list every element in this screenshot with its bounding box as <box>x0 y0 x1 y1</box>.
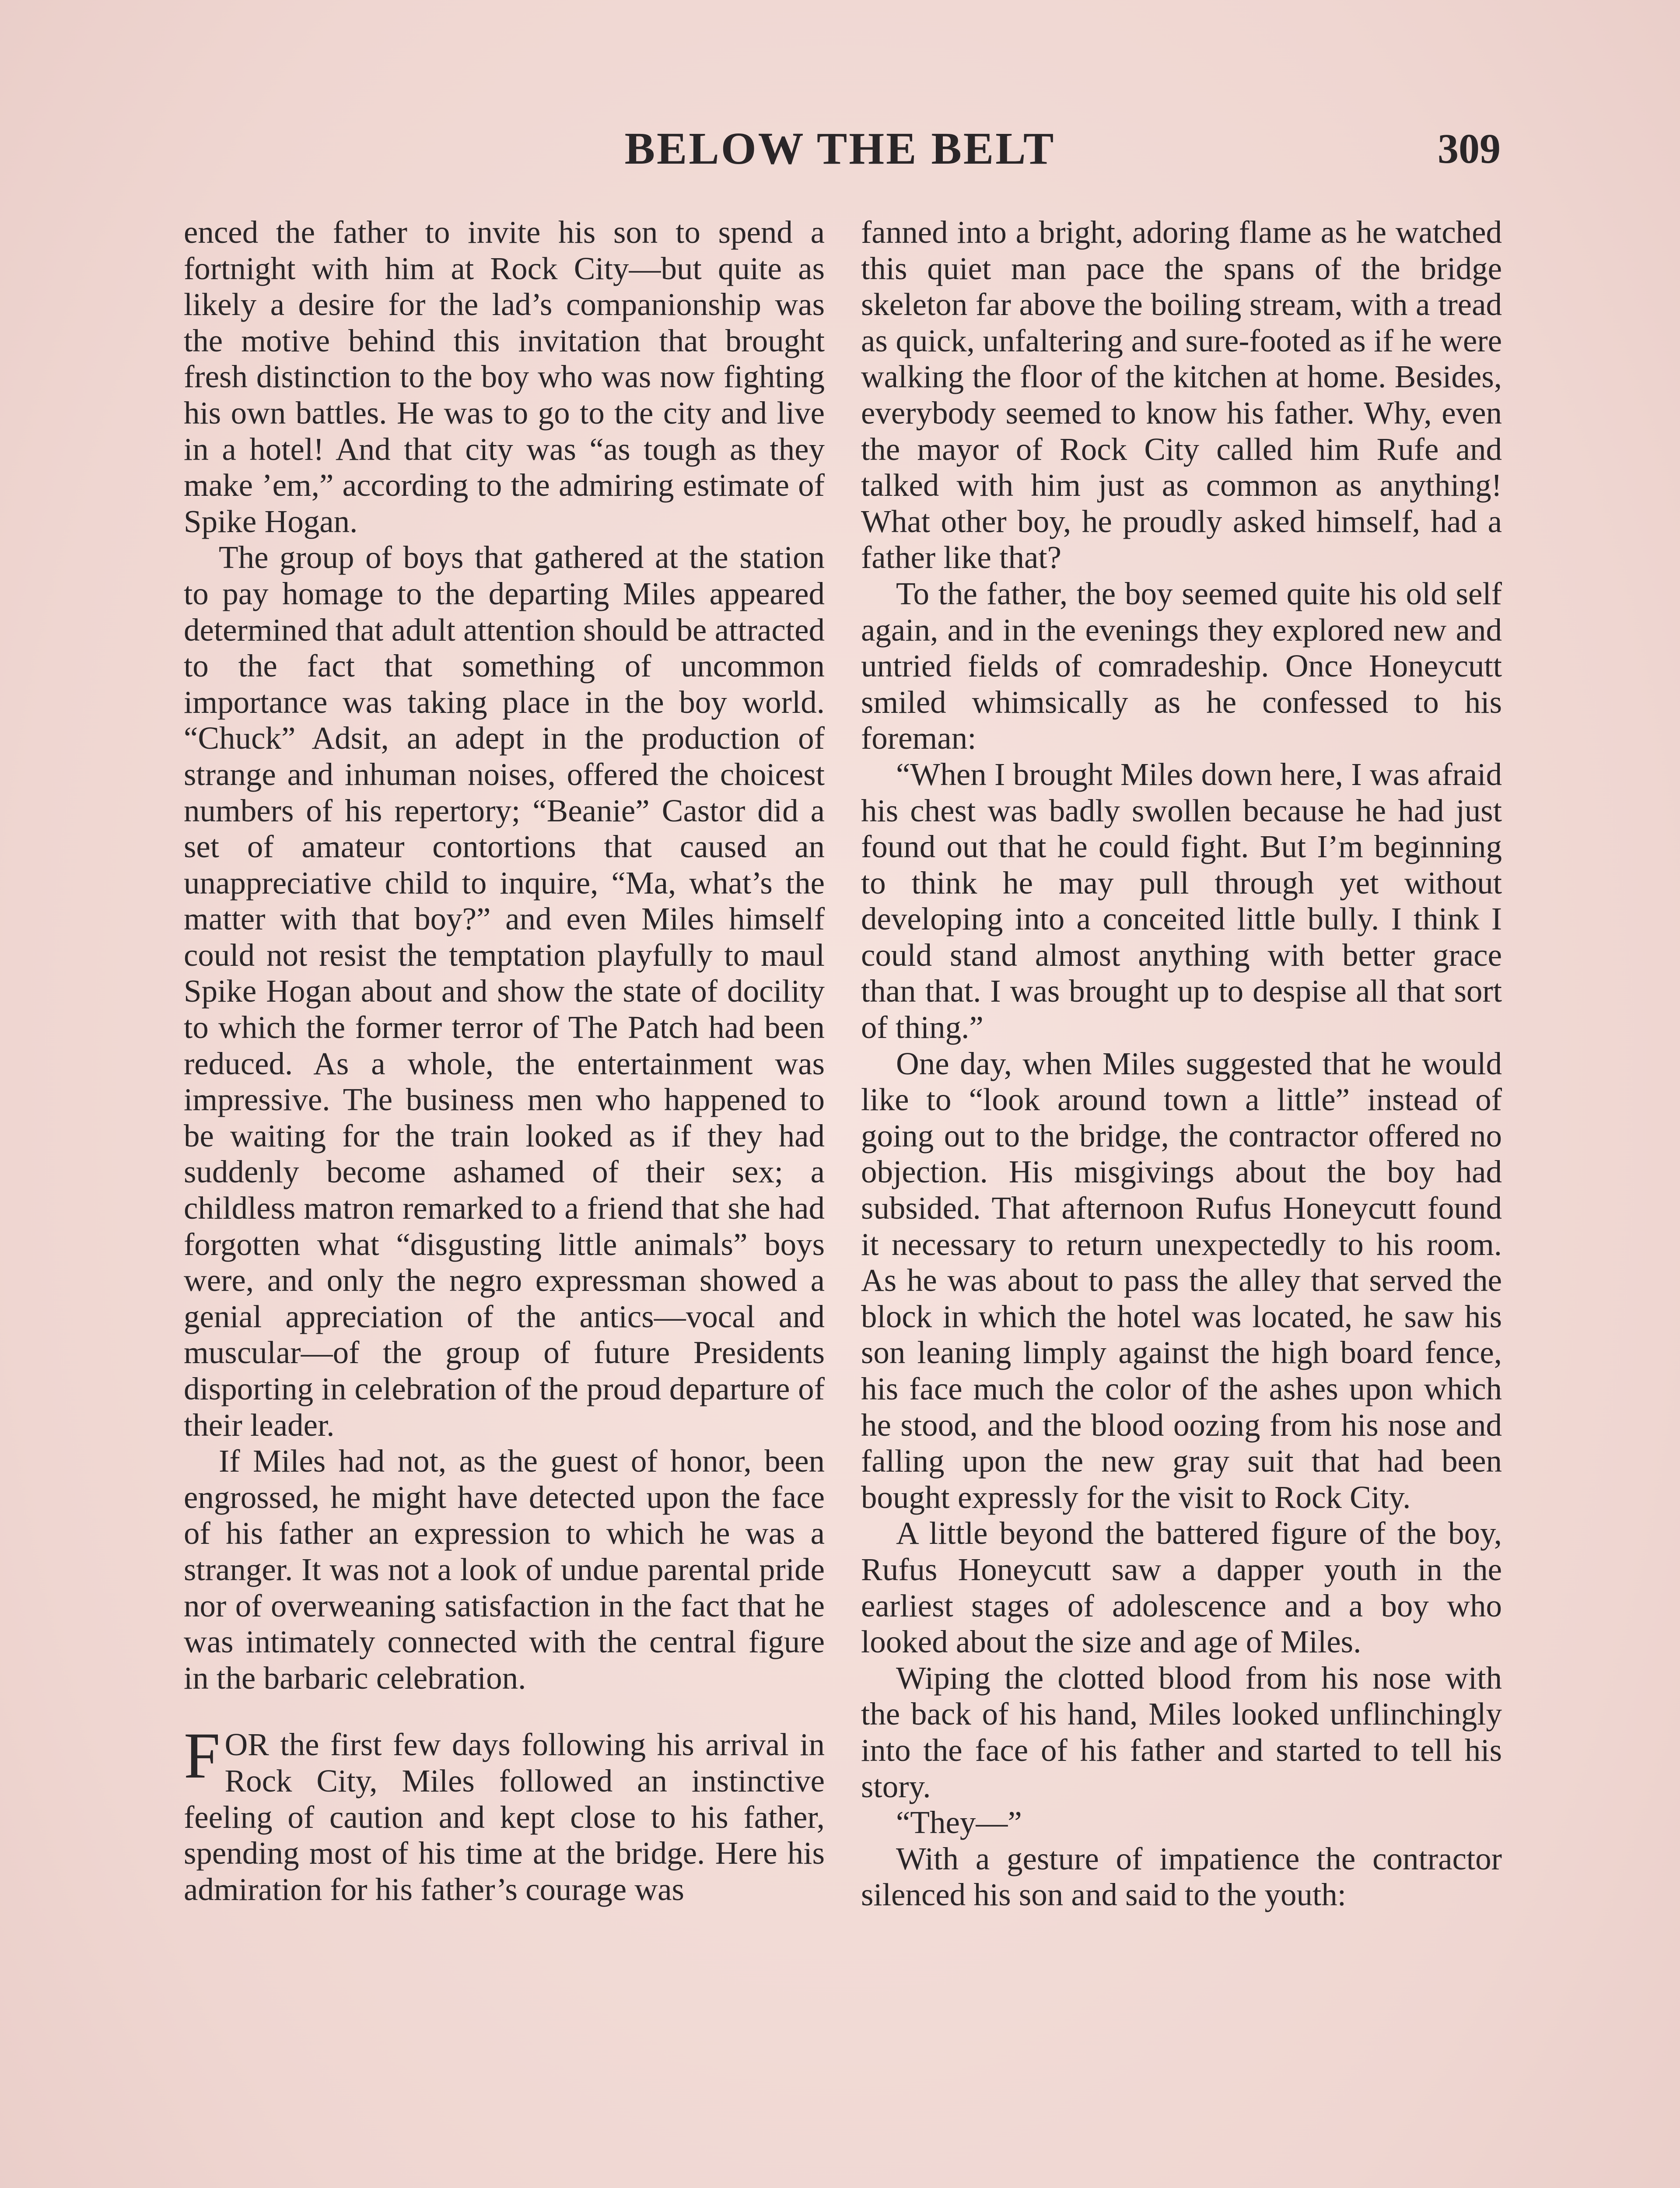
paragraph: The group of boys that gathered at the station to pay homage to the departing Miles appeared determined that adult attention should be attracted to the fact that something of uncommon importance was taking place in the boy world. “Chuck” Adsit, an adept in the production of strange and inhuman noises, offered the choicest numbers of his repertory; “Beanie” Castor did a set of amateur contortions that caused an unappreciative child to inquire, “Ma, what’s the matter with that boy?” and even Miles himself could not resist the temptation playfully to maul Spike Hogan about and show the state of docility to which the former terror of The Patch had been reduced. As a whole, the entertainment was impressive. The business men who happened to be waiting for the train looked as if they had suddenly become ashamed of their sex; a childless matron remarked to a friend that she had forgotten what “disgusting little animals” boys were, and only the negro expressman showed a genial appreciation of the antics—vocal and muscular—of the group of future Presidents disporting in celebration of the proud departure of their leader. <box>184 540 825 1443</box>
paragraph: A little beyond the battered figure of the boy, Rufus Honeycutt saw a dapper youth in the earliest stages of adolescence and a boy who looked about the size and age of Miles. <box>861 1515 1502 1660</box>
page-header <box>179 118 1501 179</box>
left-column <box>184 214 825 1907</box>
paragraph-text: OR the first few days following his arrival in Rock City, Miles followed an instinctive feeling of caution and kept close to his father, spending most of his time at the bridge. Here his admiration for his father’s courage was <box>184 1727 825 1907</box>
paragraph: If Miles had not, as the guest of honor, been engrossed, he might have detected upon the face of his father an expression to which he was a stranger. It was not a look of undue parental pride nor of overweaning satisfaction in the fact that he was intimately connected with the central figure in the barbaric celebration. <box>184 1443 825 1696</box>
paragraph: “They—” <box>896 1805 1022 1841</box>
section-opening-paragraph <box>184 1719 825 1907</box>
paragraph: fanned into a bright, adoring flame as he watched this quiet man pace the spans of the bridge skeleton far above the boiling stream, with a tread as quick, unfaltering and sure-footed as if he were walking the floor of the kitchen at home. Besides, everybody seemed to know his father. Why, even the mayor of Rock City called him Rufe and talked with him just as common as anything! What other boy, he proudly asked himself, had a father like that? <box>861 214 1502 575</box>
paragraph: To the father, the boy seemed quite his old self again, and in the evenings they explored new and untried fields of comradeship. Once Honeycutt smiled whimsically as he confessed to his foreman: <box>861 575 1502 756</box>
paragraph: “When I brought Miles down here, I was afraid his chest was badly swollen because he had just found out that he could fight. But I’m beginning to think he may pull through yet without developing into a conceited little bully. I think I could stand almost anything with better grace than that. I was brought up to despise all that sort of thing.” <box>861 756 1502 1045</box>
paragraph: enced the father to invite his son to spend a fortnight with him at Rock City—but quite as likely a desire for the lad’s companionship was the motive behind this invitation that brought fresh distinction to the boy who was now fighting his own battles. He was to go to the city and live in a hotel! And that city was “as tough as they make ’em,” according to the admiring estimate of Spike Hogan. <box>184 214 825 539</box>
right-column <box>861 214 1502 1913</box>
drop-cap: F <box>184 1719 220 1792</box>
paragraph: With a gesture of impatience the contractor silenced his son and said to the youth: <box>861 1841 1502 1913</box>
page-number: 309 <box>1438 125 1501 172</box>
paragraph: One day, when Miles suggested that he would like to “look around town a little” instead of going out to the bridge, the contractor offered no objection. His misgivings about the boy had subsided. That afternoon Rufus Honeycutt found it necessary to return unexpectedly to his room. As he was about to pass the alley that served the block in which the hotel was located, he saw his son leaning limply against the high board fence, his face much the color of the ashes upon which he stood, and the blood oozing from his nose and falling upon the new gray suit that had been bought expressly for the visit to Rock City. <box>861 1045 1502 1515</box>
running-title: BELOW THE BELT <box>624 123 1056 174</box>
paragraph: Wiping the clotted blood from his nose with the back of his hand, Miles looked unflinchingly into the face of his father and started to tell his story. <box>861 1660 1502 1804</box>
